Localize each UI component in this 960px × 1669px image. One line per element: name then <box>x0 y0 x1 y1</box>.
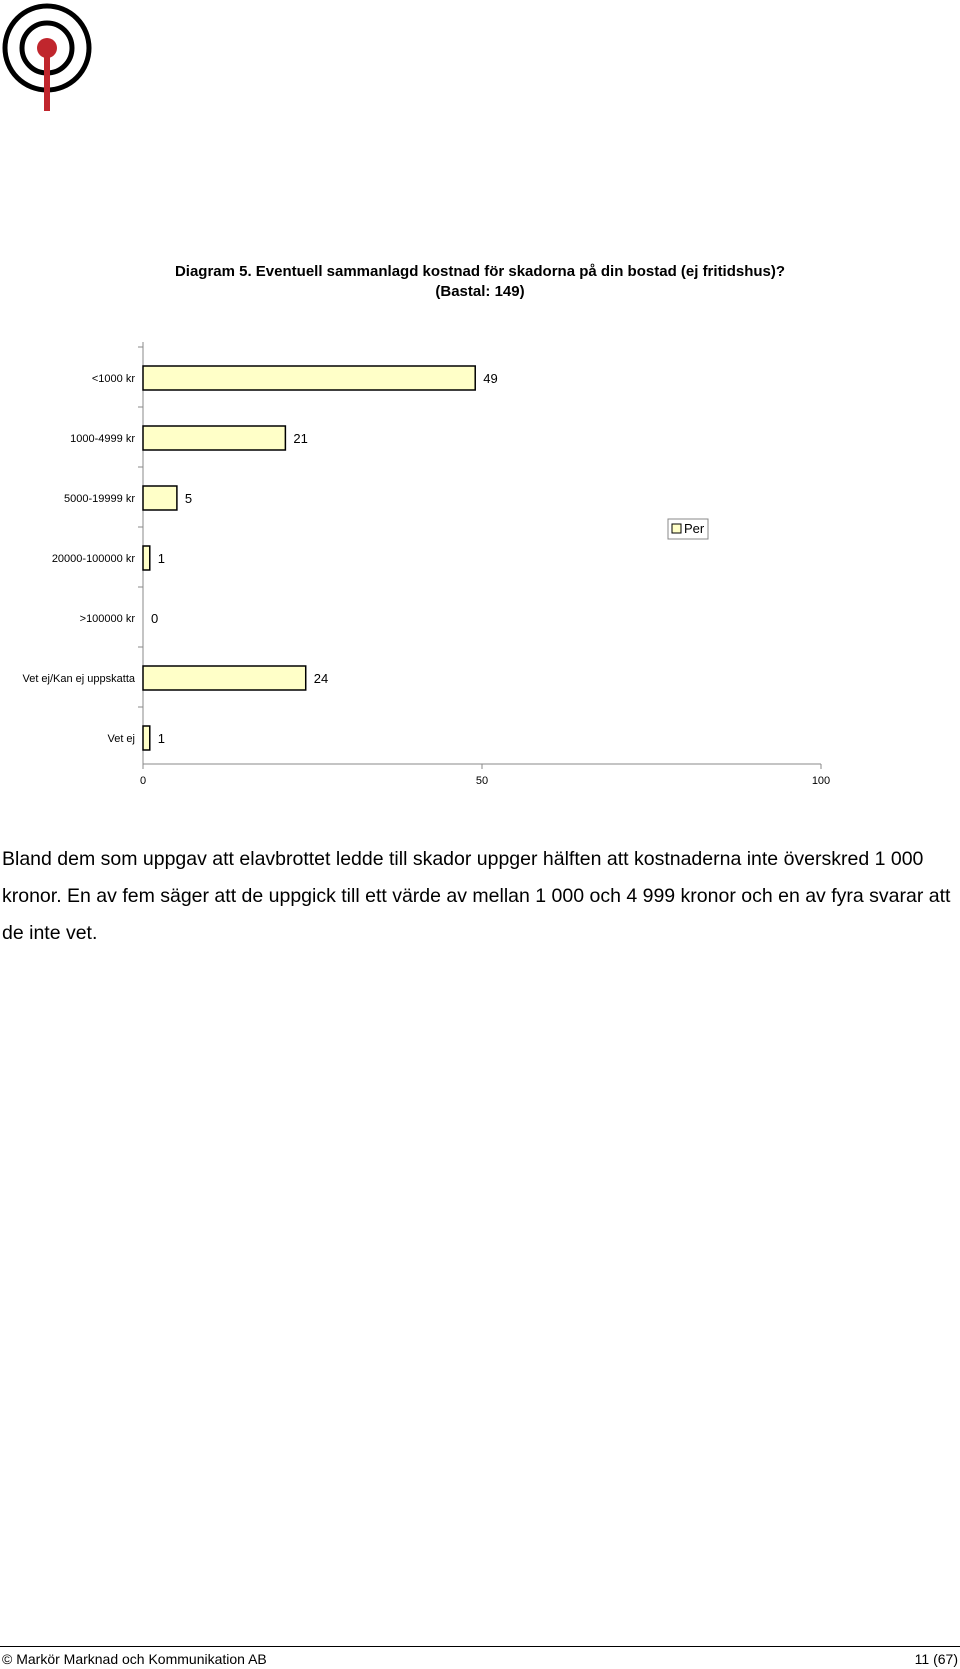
bar-chart <box>0 340 960 800</box>
bar <box>143 366 475 390</box>
logo-bullseye <box>37 38 57 58</box>
logo-stem <box>44 56 50 111</box>
x-tick-label: 50 <box>475 775 489 787</box>
chart-subtitle: (Bastal: 149) <box>435 283 525 300</box>
chart-title-block <box>80 262 880 302</box>
data-label: 1 <box>157 551 166 566</box>
footer-page-number: 11 (67) <box>914 1651 958 1667</box>
bar <box>143 666 306 690</box>
data-label: 0 <box>151 611 159 626</box>
category-label: >100000 kr <box>79 613 135 625</box>
bar <box>143 426 285 450</box>
category-label: <1000 kr <box>91 373 135 385</box>
category-label: 1000-4999 kr <box>70 433 135 445</box>
bar <box>143 546 150 570</box>
footer-copyright: © Markör Marknad och Kommunikation AB <box>2 1651 267 1667</box>
data-label: 5 <box>184 491 193 506</box>
x-tick-label: 100 <box>811 775 831 787</box>
bar <box>143 726 150 750</box>
category-label: 20000-100000 kr <box>51 553 135 565</box>
bar <box>143 486 177 510</box>
chart-title: Diagram 5. Eventuell sammanlagd kostnad för skadorna på din bostad (ej fritidshus)? <box>174 263 786 280</box>
legend-swatch <box>672 524 681 533</box>
category-label: Vet ej <box>107 733 135 745</box>
x-tick-label: 0 <box>139 775 147 787</box>
data-label: 49 <box>483 371 498 386</box>
target-logo <box>0 0 100 115</box>
data-label: 1 <box>157 731 166 746</box>
category-label: 5000-19999 kr <box>64 493 135 505</box>
body-paragraph: Bland dem som uppgav att elavbrottet ledde till skador uppger hälften att kostnaderna inte överskred 1 000 kronor. En av fem säger att de uppgick till ett värde av mellan 1 000 och 4 999 kronor och en av fyra svarar att de inte vet. <box>2 848 951 944</box>
data-label: 24 <box>313 671 329 686</box>
data-label: 21 <box>293 431 308 446</box>
page-footer <box>0 1646 960 1667</box>
legend-label: Per <box>684 521 705 536</box>
category-label: Vet ej/Kan ej uppskatta <box>22 673 135 685</box>
